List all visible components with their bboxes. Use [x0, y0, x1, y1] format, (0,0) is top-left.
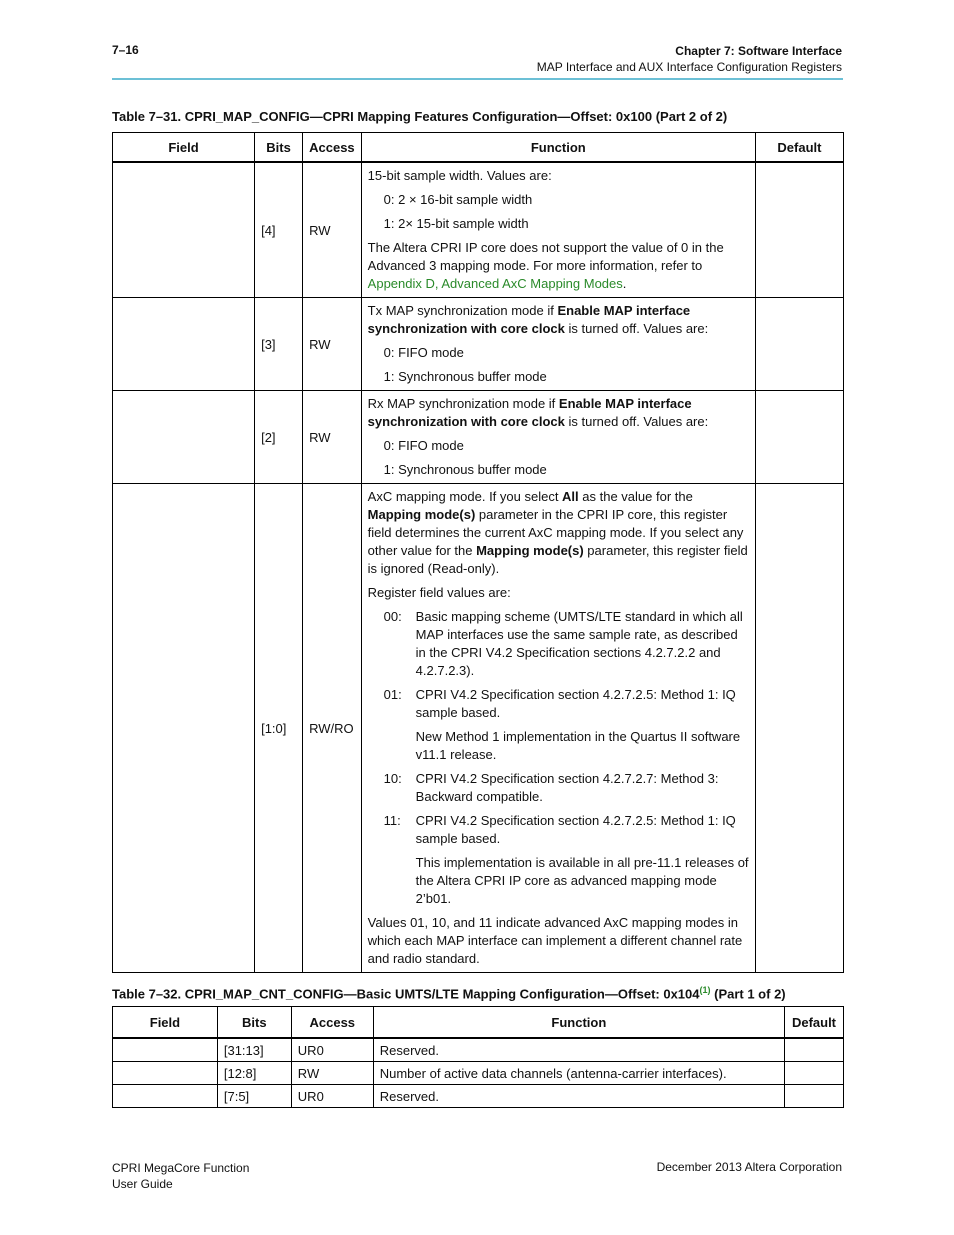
access-cell: RW: [303, 391, 362, 484]
default-cell: [755, 484, 843, 973]
field-cell: [113, 484, 255, 973]
value-item: 0: 2 × 16-bit sample width: [383, 192, 533, 207]
bits-cell: [12:8]: [217, 1062, 291, 1085]
running-header: [537, 43, 842, 75]
column-header: Bits: [255, 133, 303, 163]
value-item: 10: CPRI V4.2 Specification section 4.2.7.2.7: Method 3: Backward compatible.: [383, 771, 719, 804]
value-note: This implementation is available in all pre-11.1 releases of the Altera CPRI IP core as advanced mapping mode 2’b01.: [415, 855, 749, 906]
column-header: Access: [291, 1007, 373, 1039]
value-item: 1: Synchronous buffer mode: [383, 369, 547, 384]
function-cell: [361, 484, 755, 973]
function-text: Values 01, 10, and 11 indicate advanced AxC mapping modes in which each MAP interface can implement a different channel rate and radio standard.: [367, 915, 743, 966]
column-header: Function: [373, 1007, 784, 1039]
table-row: [113, 1062, 844, 1085]
footer-left: [112, 1160, 249, 1192]
bits-cell: [7:5]: [217, 1085, 291, 1108]
column-header: Function: [361, 133, 755, 163]
value-item: 00: Basic mapping scheme (UMTS/LTE standard in which all MAP interfaces use the same sample rate, as described in the CPRI V4.2 Specification sections 4.2.7.2.2 and 4.2.7.2.3).: [383, 609, 743, 678]
access-cell: RW: [303, 298, 362, 391]
function-text: 15-bit sample width. Values are:: [367, 168, 552, 183]
function-text: Rx MAP synchronization mode if Enable MAP interface synchronization with core clock is turned off. Values are:: [367, 396, 709, 429]
column-header: Access: [303, 133, 362, 163]
value-item: 11: CPRI V4.2 Specification section 4.2.7.2.5: Method 1: IQ sample based.: [383, 813, 736, 846]
function-note: The Altera CPRI IP core does not support the value of 0 in the Advanced 3 mapping mode. For more information, refer to Appendix D, Advanced AxC Mapping Modes.: [367, 240, 724, 291]
value-item: 0: FIFO mode: [383, 438, 464, 453]
column-header: Bits: [217, 1007, 291, 1039]
access-cell: RW: [303, 162, 362, 298]
value-note: New Method 1 implementation in the Quartus II software v11.1 release.: [415, 729, 741, 762]
function-text: AxC mapping mode. If you select All as the value for the Mapping mode(s) parameter in the CPRI IP core, this register field determines the current AxC mapping mode. If you select any other value for the Mapping mode(s) parameter, this register field is ignored (Read-only).: [367, 489, 748, 576]
access-cell: UR0: [291, 1085, 373, 1108]
footer-right: December 2013 Altera Corporation: [656, 1160, 842, 1174]
function-text: Register field values are:: [367, 585, 511, 600]
function-text: Tx MAP synchronization mode if Enable MAP interface synchronization with core clock is turned off. Values are:: [367, 303, 709, 336]
default-cell: [784, 1085, 843, 1108]
header-rule: [112, 78, 843, 80]
field-cell: [113, 1062, 218, 1085]
table-row: [113, 1085, 844, 1108]
doc-type: User Guide: [112, 1177, 173, 1191]
register-table: [112, 1006, 844, 1108]
default-cell: [755, 391, 843, 484]
field-cell: [113, 391, 255, 484]
value-item: 0: FIFO mode: [383, 345, 464, 360]
table-row: [113, 162, 844, 298]
chapter-title: Chapter 7: Software Interface: [675, 44, 842, 58]
product-name: CPRI MegaCore Function: [112, 1161, 250, 1175]
column-header: Default: [755, 133, 843, 163]
page-number: 7–16: [112, 43, 139, 57]
field-cell: [113, 1085, 218, 1108]
bits-cell: [4]: [255, 162, 303, 298]
table-header-row: [113, 1007, 844, 1039]
table-caption: Table 7–32. CPRI_MAP_CNT_CONFIG—Basic UMTS/LTE Mapping Configuration—Offset: 0x104$^{(1)}$ (Part 1 of 2): [112, 985, 786, 1002]
table-row: [113, 391, 844, 484]
table-header-row: [113, 133, 844, 163]
bits-cell: [2]: [255, 391, 303, 484]
function-cell: Number of active data channels (antenna-carrier interfaces).: [373, 1062, 784, 1085]
appendix-link[interactable]: Appendix D, Advanced AxC Mapping Modes: [367, 276, 623, 291]
function-cell: [361, 162, 755, 298]
register-table: [112, 132, 844, 973]
function-cell: Reserved.: [373, 1038, 784, 1062]
bits-cell: [3]: [255, 298, 303, 391]
function-cell: [361, 391, 755, 484]
access-cell: UR0: [291, 1038, 373, 1062]
field-cell: [113, 162, 255, 298]
default-cell: [784, 1062, 843, 1085]
bits-cell: [1:0]: [255, 484, 303, 973]
bits-cell: [31:13]: [217, 1038, 291, 1062]
value-item: 1: Synchronous buffer mode: [383, 462, 547, 477]
column-header: Field: [113, 1007, 218, 1039]
access-cell: RW/RO: [303, 484, 362, 973]
default-cell: [755, 162, 843, 298]
table-caption: Table 7–31. CPRI_MAP_CONFIG—CPRI Mapping Features Configuration—Offset: 0x100 (Part 2 of 2): [112, 109, 728, 124]
value-item: 01: CPRI V4.2 Specification section 4.2.7.2.5: Method 1: IQ sample based.: [383, 687, 736, 720]
table-row: [113, 298, 844, 391]
field-cell: [113, 298, 255, 391]
function-cell: Reserved.: [373, 1085, 784, 1108]
value-item: 1: 2× 15-bit sample width: [383, 216, 529, 231]
table-row: [113, 484, 844, 973]
column-header: Default: [784, 1007, 843, 1039]
field-cell: [113, 1038, 218, 1062]
table-row: [113, 1038, 844, 1062]
default-cell: [755, 298, 843, 391]
access-cell: RW: [291, 1062, 373, 1085]
default-cell: [784, 1038, 843, 1062]
function-cell: [361, 298, 755, 391]
section-title: MAP Interface and AUX Interface Configuration Registers: [536, 60, 842, 74]
footnote-ref[interactable]: (1): [699, 985, 711, 995]
column-header: Field: [113, 133, 255, 163]
